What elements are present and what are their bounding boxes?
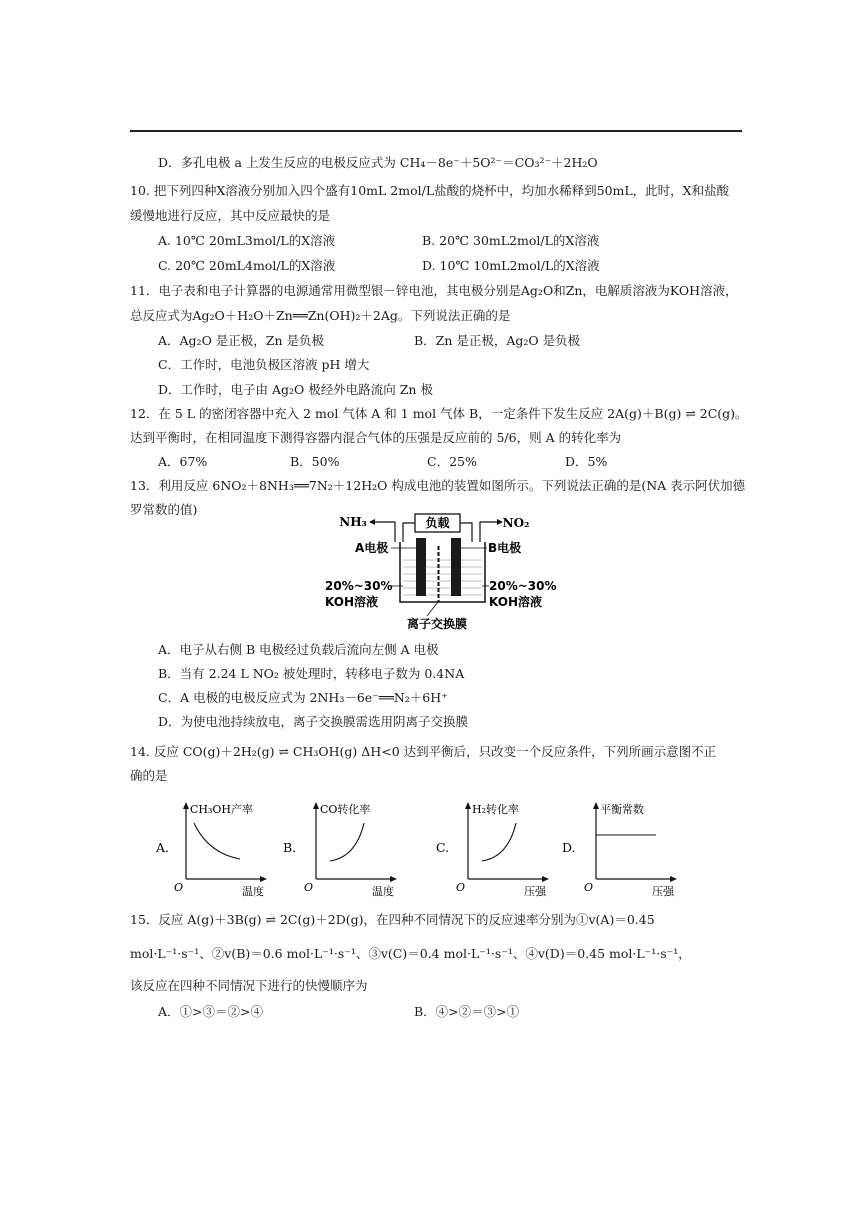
q11-option-b: B．Zn 是正极，Ag₂O 是负极	[414, 333, 581, 348]
q14-graph-c	[432, 795, 562, 900]
q12-stem-line2: 达到平衡时，在相同温度下测得容器内混合气体的压强是反应前的 5/6，则 A 的转化率为	[130, 430, 622, 445]
q14-graph-a	[150, 795, 280, 900]
q12-option-d: D．5%	[565, 454, 608, 469]
graph-a-ylabel: CH₃OH产率	[190, 803, 254, 816]
graph-c-curve	[482, 823, 516, 861]
q10-option-c: C. 20℃ 20mL4mol/L的X溶液	[158, 258, 336, 273]
q13-option-d: D．为使电池持续放电，离子交换膜需选用阴离子交换膜	[158, 714, 469, 729]
wire-left	[403, 523, 415, 542]
graph-d-option: D.	[562, 840, 576, 855]
koh-right-line2: KOH溶液	[489, 595, 543, 609]
graph-b-ylabel: CO转化率	[320, 803, 371, 816]
koh-left-line1: 20%~30%	[325, 579, 393, 593]
q11-option-c: C．工作时，电池负极区溶液 pH 增大	[158, 357, 370, 372]
graph-b-origin: O	[304, 881, 314, 894]
graph-b-curve	[330, 823, 364, 861]
q10-option-d: D. 10℃ 10mL2mol/L的X溶液	[422, 258, 600, 273]
graph-a-curve	[194, 823, 240, 859]
q14-graph-b	[280, 795, 410, 900]
electrode-a	[416, 538, 426, 596]
graph-a-option: A.	[156, 840, 170, 855]
electrode-b	[451, 538, 461, 596]
wire-right	[460, 523, 472, 542]
q15-option-a: A．①>③＝②>④	[158, 1004, 263, 1019]
graph-a-xlabel: 温度	[242, 885, 264, 898]
q11-stem-line2: 总反应式为Ag₂O＋H₂O＋Zn══Zn(OH)₂＋2Ag。下列说法正确的是	[130, 308, 511, 323]
q13-option-b: B．当有 2.24 L NO₂ 被处理时，转移电子数为 0.4NA	[158, 666, 465, 681]
nh3-inlet-pipe	[377, 522, 395, 542]
no2-outlet-pipe	[480, 522, 498, 542]
q10-stem-line2: 缓慢地进行反应，其中反应最快的是	[130, 208, 331, 223]
graph-d-ylabel: 平衡常数	[600, 803, 644, 816]
koh-left-line2: KOH溶液	[325, 595, 379, 609]
q15-stem-line3: 该反应在四种不同情况下进行的快慢顺序为	[130, 978, 368, 993]
nh3-label: NH₃	[339, 515, 367, 529]
q13-stem-line2: 罗常数的值)	[130, 502, 198, 517]
q12-option-b: B．50%	[290, 454, 340, 469]
q14-stem-line2: 确的是	[130, 768, 168, 783]
nh3-arrow	[369, 519, 375, 525]
graph-c-xlabel: 压强	[524, 885, 546, 898]
electrode-b-label: B电极	[488, 541, 522, 555]
q15-stem-line1: 15．反应 A(g)＋3B(g) ⇌ 2C(g)＋2D(g)，在四种不同情况下的反应速率分别为①v(A)＝0.45	[130, 912, 655, 927]
electrode-a-label: A电极	[355, 541, 389, 555]
graph-a-origin: O	[174, 881, 184, 894]
graph-d-xlabel: 压强	[652, 885, 674, 898]
graph-b-option: B.	[283, 840, 297, 855]
q15-stem-line2: mol·L⁻¹·s⁻¹、②v(B)＝0.6 mol·L⁻¹·s⁻¹、③v(C)＝0.4 mol·L⁻¹·s⁻¹、④v(D)＝0.45 mol·L⁻¹·s⁻¹，	[130, 946, 691, 961]
q11-option-a: A．Ag₂O 是正极，Zn 是负极	[158, 333, 324, 348]
graph-c-origin: O	[456, 881, 466, 894]
graph-b-xlabel: 温度	[372, 885, 394, 898]
q12-option-a: A．67%	[158, 454, 208, 469]
q10-stem-line1: 10. 把下列四种X溶液分别加入四个盛有10mL 2mol/L盐酸的烧杯中，均加水稀释到50mL，此时，X和盐酸	[130, 183, 730, 198]
graph-c-option: C.	[436, 840, 450, 855]
q10-option-a: A. 10℃ 20mL3mol/L的X溶液	[158, 233, 336, 248]
load-label: 负载	[425, 516, 450, 530]
battery-cell-diagram	[315, 510, 560, 635]
koh-right-line1: 20%~30%	[489, 579, 557, 593]
q14-stem-line1: 14. 反应 CO(g)＋2H₂(g) ⇌ CH₃OH(g) ΔH<0 达到平衡后，只改变一个反应条件，下列所画示意图不正	[130, 744, 717, 759]
q9-option-d: D．多孔电极 a 上发生反应的电极反应式为 CH₄－8e⁻＋5O²⁻＝CO₃²⁻＋2H₂O	[158, 155, 598, 170]
q13-option-a: A．电子从右侧 B 电极经过负载后流向左侧 A 电极	[158, 642, 439, 657]
q11-stem-line1: 11．电子表和电子计算器的电源通常用微型银－锌电池，其电极分别是Ag₂O和Zn，电解质溶液为KOH溶液，	[130, 283, 738, 298]
q15-option-b: B．④>②＝③>①	[414, 1004, 520, 1019]
q12-option-c: C．25%	[427, 454, 477, 469]
q10-option-b: B. 20℃ 30mL2mol/L的X溶液	[422, 233, 600, 248]
no2-label: NO₂	[502, 516, 530, 530]
membrane-label: 离子交换膜	[406, 617, 468, 631]
q14-graph-d	[560, 795, 690, 900]
header-rule	[130, 130, 742, 132]
q13-stem-line1: 13．利用反应 6NO₂＋8NH₃══7N₂＋12H₂O 构成电池的装置如图所示。下列说法正确的是(NA 表示阿伏加德	[130, 478, 746, 493]
graph-c-ylabel: H₂转化率	[472, 803, 520, 816]
container	[400, 542, 485, 602]
q11-option-d: D．工作时，电子由 Ag₂O 极经外电路流向 Zn 极	[158, 382, 433, 397]
q13-option-c: C．A 电极的电极反应式为 2NH₃－6e⁻══N₂＋6H⁺	[158, 690, 448, 705]
graph-d-origin: O	[584, 881, 594, 894]
q12-stem-line1: 12．在 5 L 的密闭容器中充入 2 mol 气体 A 和 1 mol 气体 B，一定条件下发生反应 2A(g)＋B(g) ⇌ 2C(g)。	[130, 406, 748, 421]
